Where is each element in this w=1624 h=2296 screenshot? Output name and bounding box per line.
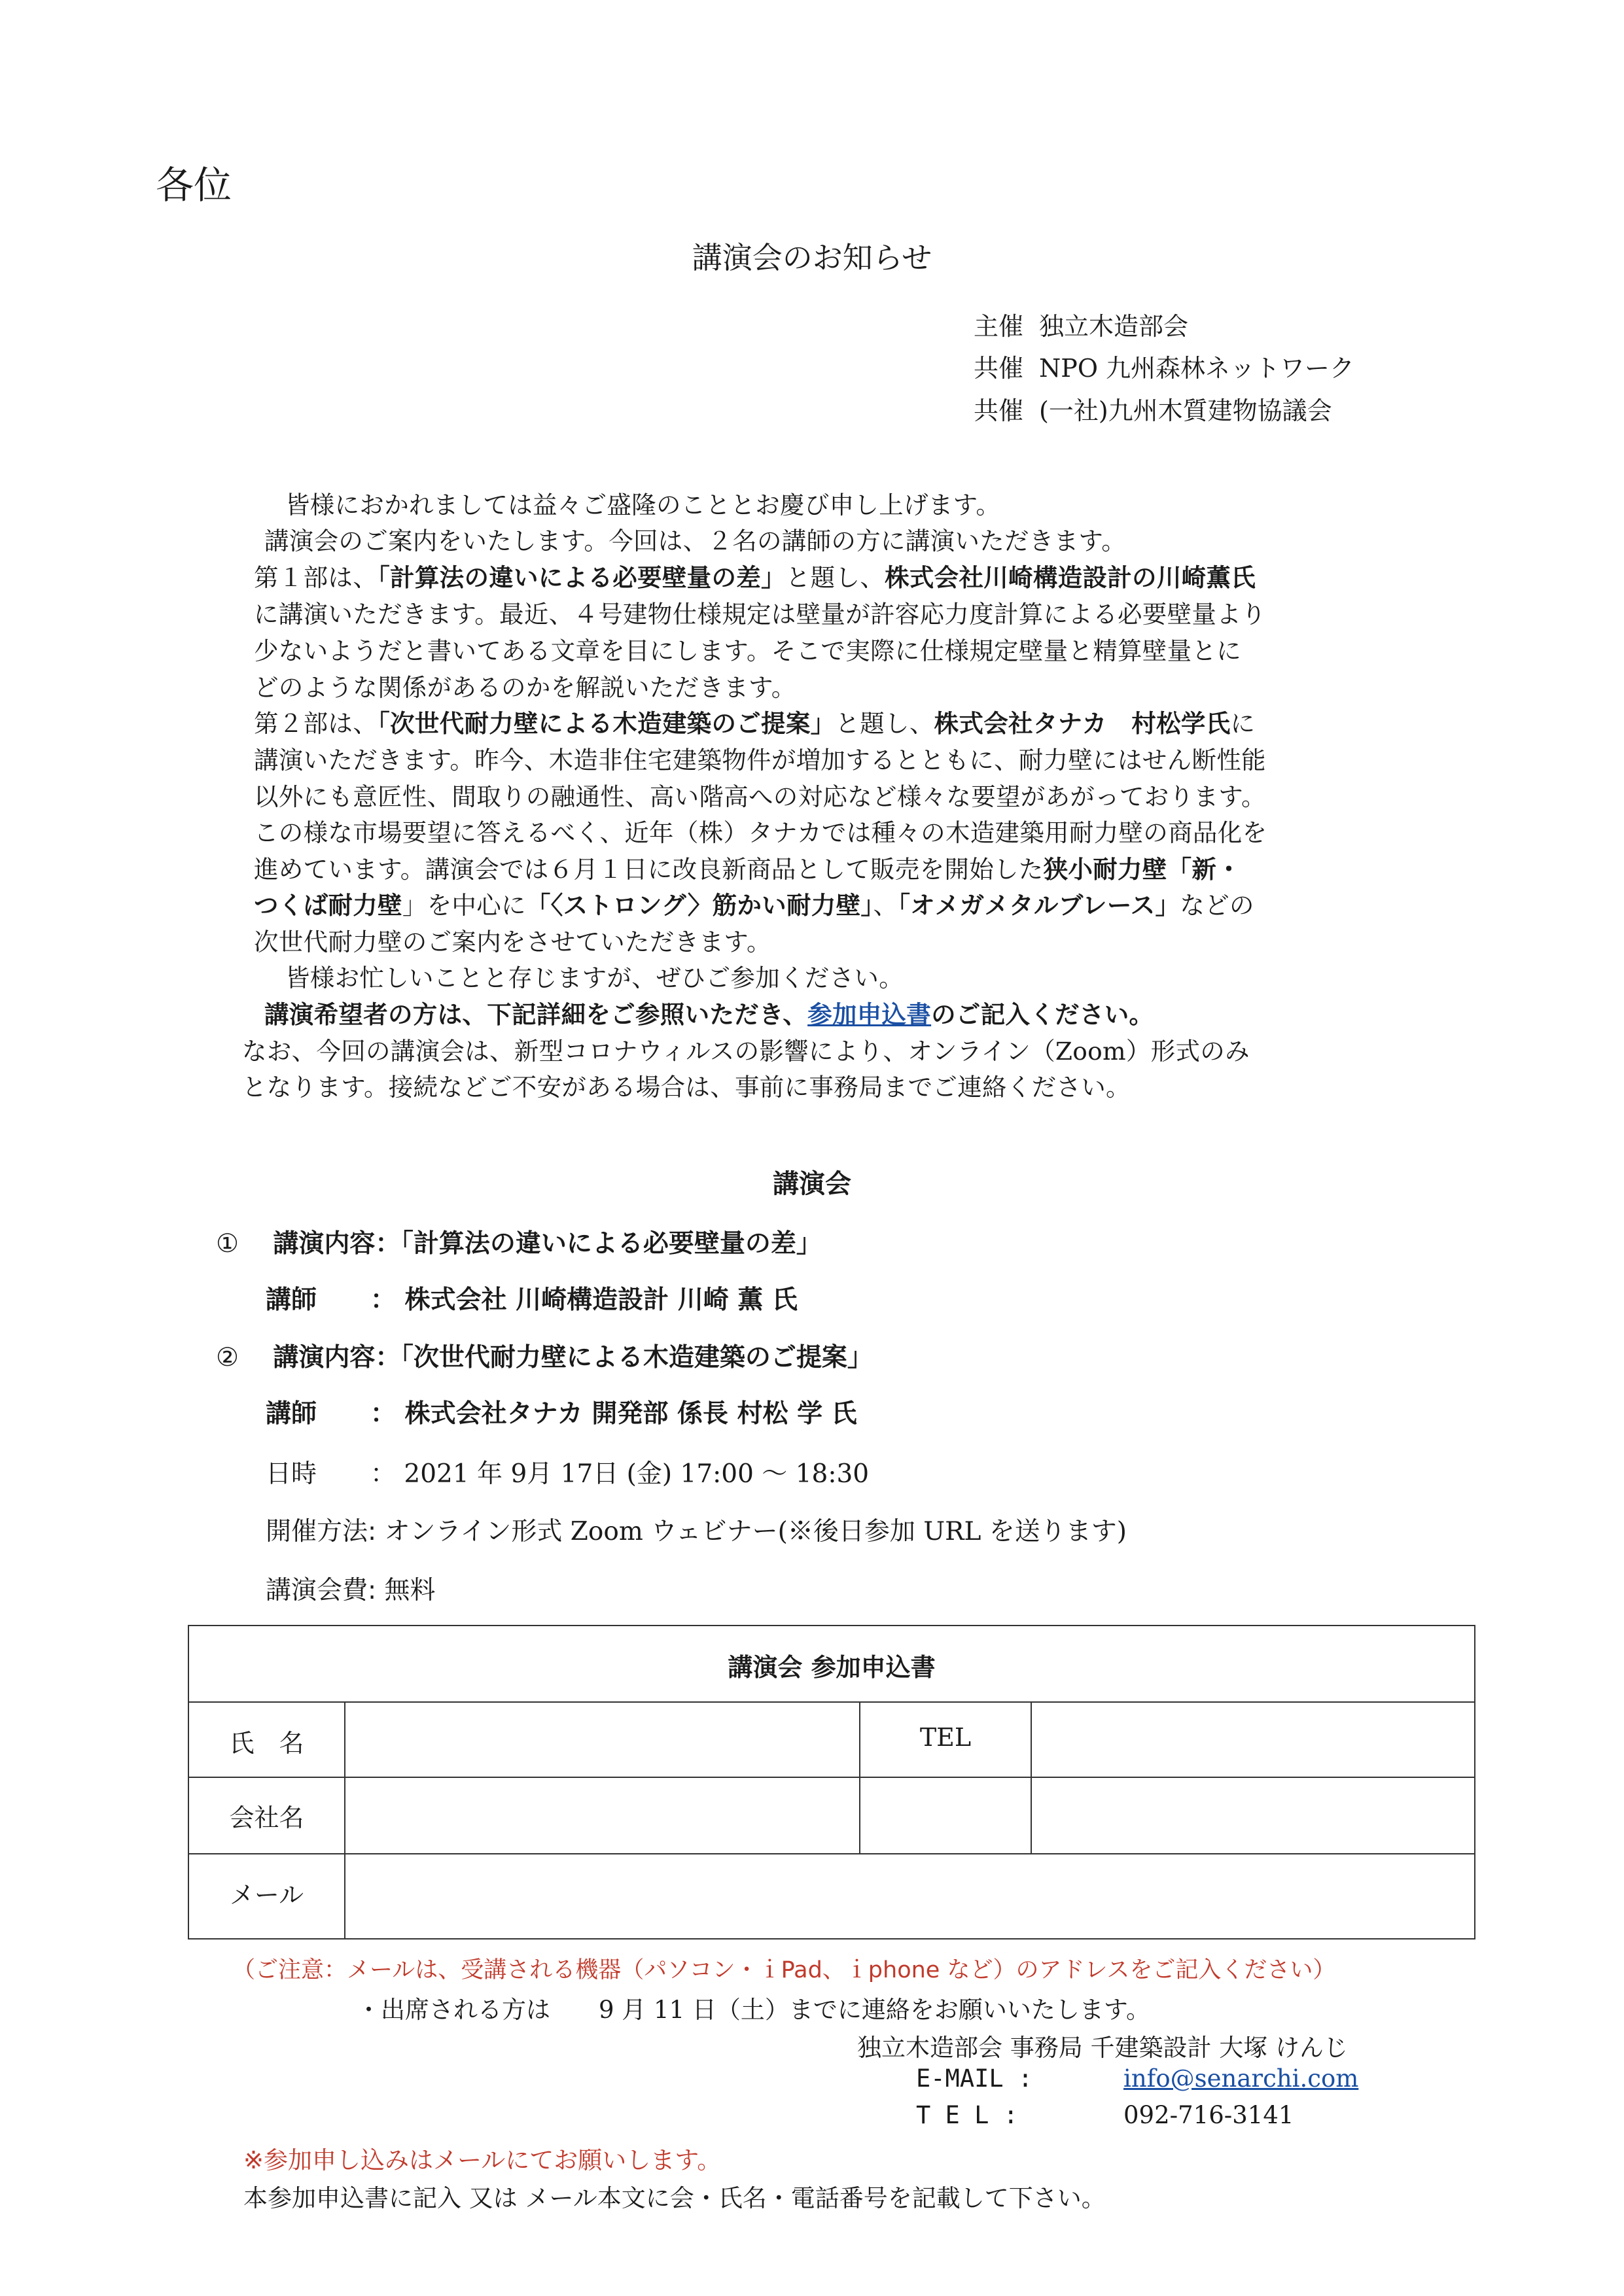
email-label: E-MAIL : — [916, 2064, 1033, 2093]
email-link[interactable]: info@senarchi.com — [1123, 2064, 1359, 2093]
document-title: 講演会のお知らせ — [692, 240, 932, 275]
tel-label: TEL — [919, 1723, 972, 1752]
intro-line: 第１部は、「計算法の違いによる必要壁量の差」と題し、株式会社川崎構造設計の川崎薫氏 — [254, 563, 1256, 592]
intro-line: 以外にも意匠性、間取りの融通性、高い階高への対応など様々な要望があがっております。 — [254, 782, 1266, 811]
name-label: 氏 名 — [229, 1729, 304, 1758]
intro-line: 講演会のご案内をいたします。今回は、２名の講師の方に講演いただきます。 — [264, 527, 1126, 555]
blank-field[interactable] — [860, 1779, 1031, 1852]
footer-text: 本参加申込書に記入 又は メール本文に会・氏名・電話番号を記載して下さい。 — [243, 2184, 1106, 2212]
event-datetime: 日時 ： 2021 年 9月 17日 (金) 17:00 ～ 18:30 — [266, 1459, 870, 1489]
tel-number: 092-716-3141 — [1123, 2101, 1294, 2129]
application-form-link[interactable]: 参加申込書 — [807, 1000, 932, 1029]
salutation: 各位 — [156, 163, 232, 207]
intro-line: 第２部は、「次世代耐力壁による木造建築のご提案」と題し、株式会社タナカ 村松学氏に — [254, 709, 1256, 738]
name-field[interactable] — [345, 1703, 859, 1775]
lecture-1-lecturer: 講師 ： 株式会社 川崎構造設計 川崎 薫 氏 — [266, 1285, 798, 1315]
blank-field[interactable] — [1032, 1779, 1474, 1852]
deadline-note: ・出席される方は 9 月 11 日（土）までに連絡をお願いいたします。 — [357, 1996, 1150, 2024]
table-divider — [189, 1777, 1474, 1778]
intro-line: この様な市場要望に答えるべく、近年（株）タナカでは種々の木造建築用耐力壁の商品化を — [254, 818, 1267, 847]
intro-line: つくば耐力壁」を中心に「〈ストロング〉筋かい耐力壁」、「オメガメタルブレース」などの — [254, 891, 1254, 920]
lecture-2-lecturer: 講師 ： 株式会社タナカ 開発部 係長 村松 学 氏 — [266, 1399, 857, 1429]
intro-line: なお、今回の講演会は、新型コロナウィルスの影響により、オンライン（Zoom）形式のみ — [242, 1037, 1250, 1066]
intro-line: 進めています。講演会では６月１日に改良新商品として販売を開始した狭小耐力壁「新・ — [254, 855, 1242, 884]
intro-line: となります。接続などご不安がある場合は、事前に事務局までご連絡ください。 — [242, 1073, 1131, 1102]
organizer-cohost-1: 共催 NPO 九州森林ネットワーク — [974, 354, 1355, 383]
intro-line: 少ないようだと書いてある文章を目にします。そこで実際に仕様規定壁量と精算壁量とに — [254, 636, 1241, 665]
organizer-host: 主催 独立木造部会 — [974, 312, 1189, 341]
lecture-1-topic: ① 講演内容：「計算法の違いによる必要壁量の差」 — [216, 1229, 822, 1259]
footer-notice: ※参加申し込みはメールにてお願いします。 — [243, 2146, 722, 2174]
intro-line: 次世代耐力壁のご案内をさせていただきます。 — [254, 928, 771, 956]
intro-line: に講演いただきます。最近、４号建物仕様規定は壁量が許容応力度計算による必要壁量より — [254, 600, 1266, 629]
tel-field[interactable] — [1032, 1703, 1474, 1775]
section-heading: 講演会 — [773, 1169, 851, 1199]
event-method: 開催方法: オンライン形式 Zoom ウェビナー(※後日参加 URL を送ります) — [266, 1517, 1127, 1546]
form-title: 講演会 参加申込書 — [728, 1653, 936, 1682]
caution-note: （ご注意：メールは、受講される機器（パソコン・ｉPad、ｉphone など）のアドレスをご記入ください） — [232, 1957, 1336, 1983]
intro-line: 皆様お忙しいことと存じますが、ぜひご参加ください。 — [285, 964, 904, 992]
tel-label-contact: T E L : — [916, 2101, 1018, 2129]
lecture-2-topic: ② 講演内容：「次世代耐力壁による木造建築のご提案」 — [216, 1343, 873, 1372]
table-divider — [189, 1701, 1474, 1703]
application-form-table — [188, 1625, 1475, 1939]
intro-line: 講演希望者の方は、下記詳細をご参照いただき、参加申込書のご記入ください。 — [264, 1000, 1154, 1029]
intro-line: 皆様におかれましては益々ご盛隆のこととお慶び申し上げます。 — [285, 491, 1001, 519]
company-label: 会社名 — [229, 1803, 304, 1832]
office-contact: 独立木造部会 事務局 千建築設計 大塚 けんじ — [857, 2034, 1349, 2062]
intro-line: どのような関係があるのかを解説いただきます。 — [254, 673, 796, 702]
organizer-cohost-2: 共催 (一社)九州木質建物協議会 — [974, 396, 1332, 425]
mail-label: メール — [229, 1881, 304, 1909]
event-fee: 講演会費: 無料 — [266, 1576, 436, 1605]
company-field[interactable] — [345, 1779, 859, 1852]
mail-field[interactable] — [345, 1855, 1474, 1937]
intro-line: 講演いただきます。昨今、木造非住宅建築物件が増加するとともに、耐力壁にはせん断性能 — [254, 746, 1266, 774]
table-divider — [189, 1853, 1474, 1854]
